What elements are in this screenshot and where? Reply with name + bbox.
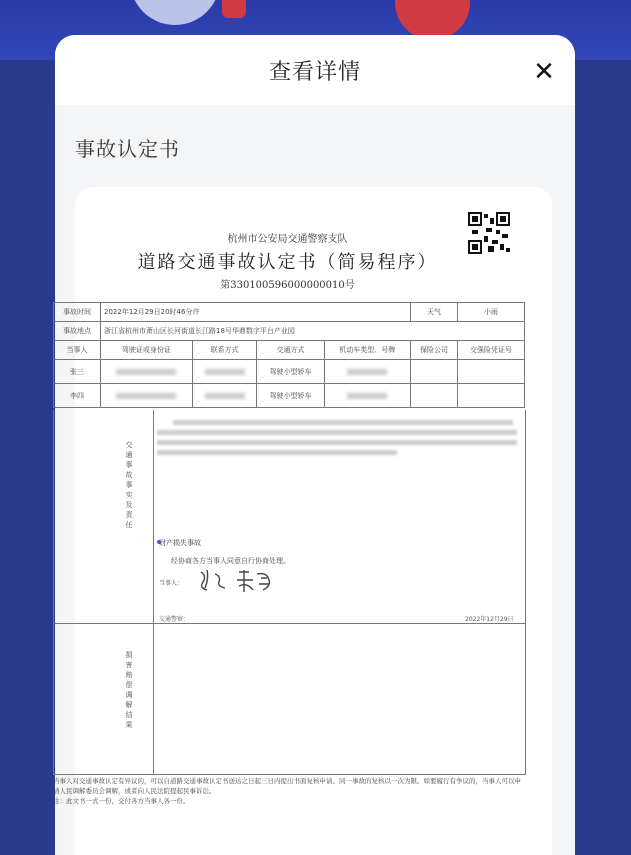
time-label: 事故时间 xyxy=(54,303,101,322)
facts-label: 交通事故事实及责任 xyxy=(125,441,133,529)
qr-code-icon xyxy=(468,212,510,254)
location-value: 浙江省杭州市萧山区长河街道长江路18号华鼎数字平台产业园 xyxy=(101,322,525,341)
insurance-no-cell xyxy=(458,384,525,408)
footer-notice: 当事人对交通事故认定有异议的，可以自道路交通事故认定书送达之日起三日内提出书面复核申请。同一事故的复核以一次为限。如要履行有争议的，当事人可以申请人民调解委员会调解，或者向人民法院提起民事诉讼。 xyxy=(53,777,521,795)
column-header: 机动车类型、号牌 xyxy=(324,341,410,360)
facts-section xyxy=(53,410,525,790)
redacted-cell xyxy=(192,384,256,408)
insurer-cell xyxy=(411,384,458,408)
modal-title: 查看详情 xyxy=(268,60,361,85)
time-value: 2022年12月29日20时46分许 xyxy=(101,303,411,322)
section-title: 事故认定书 xyxy=(75,137,180,161)
party-name: 张三 xyxy=(54,360,101,384)
insurance-no-cell xyxy=(458,360,525,384)
document-date: 2022年12月29日 xyxy=(465,616,514,623)
redacted-cell xyxy=(324,360,410,384)
document-footer xyxy=(53,776,525,806)
document-number: 第330100596000000010号 xyxy=(220,280,355,291)
table-row xyxy=(54,322,525,341)
accident-info-table xyxy=(53,302,525,408)
weather-value: 小雨 xyxy=(458,303,525,322)
redacted-text xyxy=(157,430,517,435)
banner-decoration xyxy=(395,0,470,40)
column-header: 交强险凭证号 xyxy=(458,341,525,360)
column-header: 当事人 xyxy=(54,341,101,360)
banner-decoration xyxy=(222,0,246,18)
transport-mode: 驾驶小型轿车 xyxy=(257,360,324,384)
table-header-row xyxy=(54,341,525,360)
redacted-text xyxy=(157,440,517,445)
party-sign-label: 当事人： xyxy=(159,580,184,587)
loss-text: 经协商各方当事人同意自行协商处理。 xyxy=(171,557,290,565)
loss-label: 财产损失事故 xyxy=(159,539,201,547)
column-header: 交通方式 xyxy=(257,341,324,360)
divider xyxy=(153,410,154,774)
document-title: 道路交通事故认定书（简易程序） xyxy=(137,252,438,273)
location-label: 事故地点 xyxy=(54,322,101,341)
banner-decoration xyxy=(130,0,220,25)
insurer-cell xyxy=(411,360,458,384)
signature-icon xyxy=(193,566,293,596)
officer-label: 交通警察： xyxy=(159,616,190,623)
redacted-cell xyxy=(192,360,256,384)
redacted-text xyxy=(157,450,397,455)
column-header: 驾驶证或身份证 xyxy=(101,341,193,360)
party-name: 李四 xyxy=(54,384,101,408)
redacted-cell xyxy=(324,384,410,408)
footer-note: 注：此文书一式一份，交付各方当事人各一份。 xyxy=(53,797,190,805)
column-header: 保险公司 xyxy=(411,341,458,360)
weather-label: 天气 xyxy=(411,303,458,322)
redacted-cell xyxy=(101,360,193,384)
modal-header xyxy=(55,35,575,105)
transport-mode: 驾驶小型轿车 xyxy=(257,384,324,408)
mediation-label: 损害赔偿调解结果 xyxy=(125,651,133,729)
table-row xyxy=(54,303,525,322)
divider xyxy=(53,623,525,624)
table-row xyxy=(54,384,525,408)
table-row xyxy=(54,360,525,384)
redacted-cell xyxy=(101,384,193,408)
document-department: 杭州市公安局交通警察支队 xyxy=(227,234,348,245)
column-header: 联系方式 xyxy=(192,341,256,360)
redacted-text xyxy=(173,420,513,425)
close-icon[interactable]: ✕ xyxy=(533,57,555,87)
